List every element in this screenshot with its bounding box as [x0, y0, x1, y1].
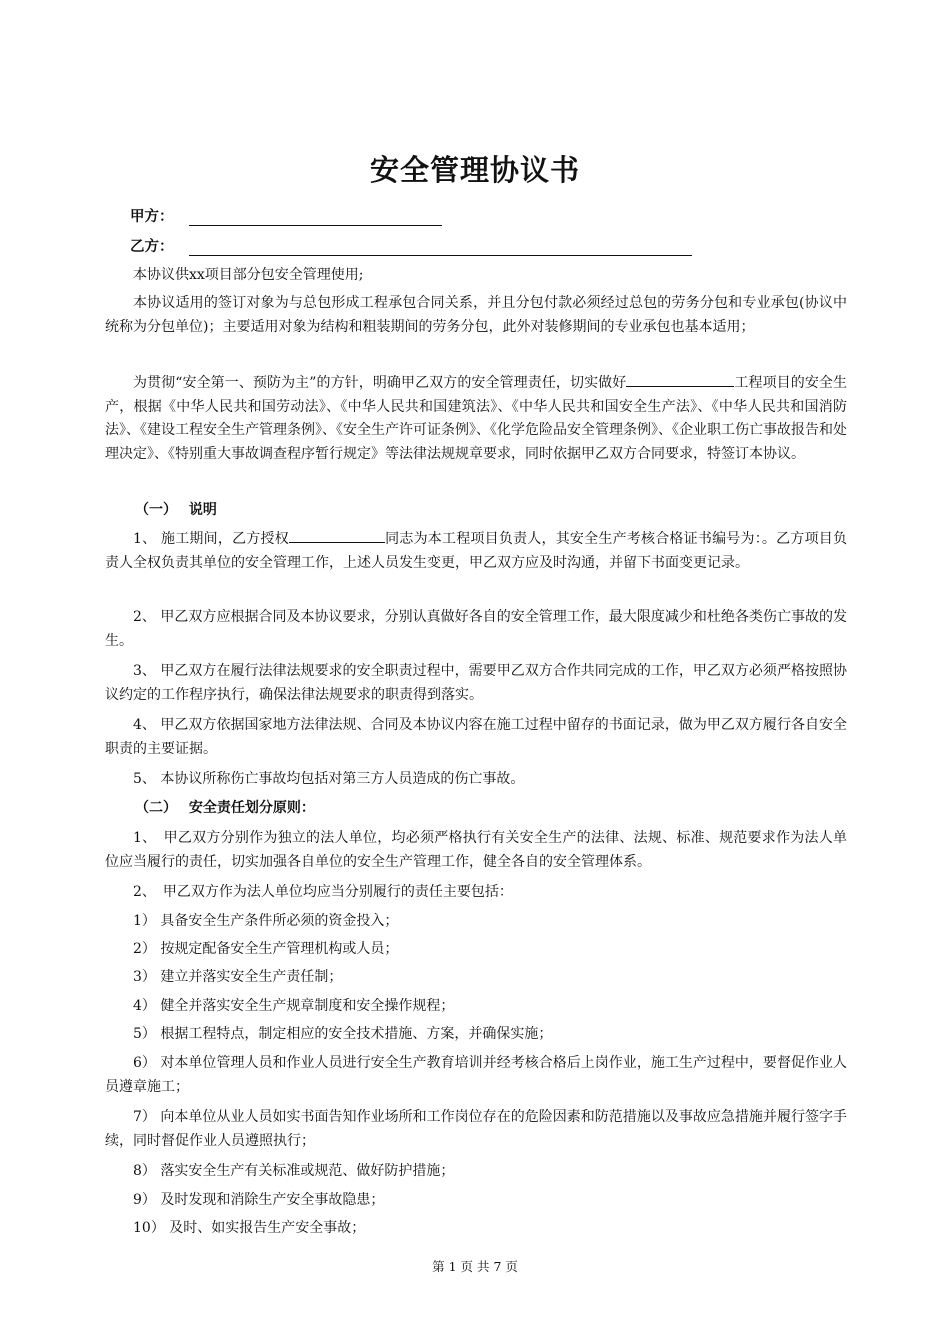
party-b-blank: [189, 255, 692, 256]
section-1-item-1: [105, 527, 847, 575]
party-a-row: [130, 205, 174, 229]
section-2-item-1: 1、 甲乙双方分别作为独立的法人单位，均必须严格执行有关安全生产的法律、法规、标准、规范要求作为法人单位应当履行的责任，切实加强各自单位的安全生产管理工作，健全各自的安全管理体系。: [105, 830, 847, 870]
section-1-item-4: 4、 甲乙双方依据国家地方法律法规、合同及本协议内容在施工过程中留存的书面记录，做为甲乙双方履行各自安全职责的主要证据。: [105, 717, 847, 757]
section-2-item-2: 2、 甲乙双方作为法人单位均应当分别履行的责任主要包括：: [133, 884, 513, 900]
section-2-list-9: 9） 及时发现和消除生产安全事故隐患；: [133, 1192, 385, 1208]
intro-paragraph-1: 本协议供xx项目部分包安全管理使用;: [133, 267, 364, 283]
intro-paragraph-2: 本协议适用的签订对象为与总包形成工程承包合同关系，并且分包付款必须经过总包的劳务分包和专业承包(协议中统称为分包单位)；主要适用对象为结构和粗装期间的劳务分包，此外对装修期间的专业承包也基本适用；: [105, 295, 847, 335]
page-title: 安全管理协议书: [369, 153, 580, 187]
party-a-label: 甲方：: [130, 209, 174, 225]
section-2-list-7: 7） 向本单位从业人员如实书面告知作业场所和工作岗位存在的危险因素和防范措施以及事故应急措施并履行签字手续，同时督促作业人员遵照执行；: [105, 1109, 847, 1149]
project-name-blank: [626, 371, 734, 387]
section-2-list-4: 4） 健全并落实安全生产规章制度和安全操作规程；: [133, 998, 455, 1014]
section-2-list-3: 3） 建立并落实安全生产责任制；: [133, 969, 343, 985]
section-2-list-6: 6） 对本单位管理人员和作业人员进行安全生产教育培训并经考核合格后上岗作业，施工生产过程中，要督促作业人员遵章施工；: [105, 1055, 847, 1095]
section-1-item-1-start: 1、 施工期间，乙方授权: [133, 531, 289, 547]
section-2-list-8: 8） 落实安全生产有关标准或规范、做好防护措施；: [133, 1163, 455, 1179]
section-2-heading: （二） 安全责任划分原则：: [135, 800, 315, 816]
section-1-item-2: 2、 甲乙双方应根据合同及本协议要求，分别认真做好各自的安全管理工作，最大限度减少和杜绝各类伤亡事故的发生。: [105, 609, 847, 649]
section-1-heading: （一） 说明: [135, 502, 217, 518]
section-1-item-5: 5、 本协议所称伤亡事故均包括对第三方人员造成的伤亡事故。: [133, 771, 525, 787]
section-1-item-3: 3、 甲乙双方在履行法律法规要求的安全职责过程中，需要甲乙双方合作共同完成的工作，甲乙双方必须严格按照协议约定的工作程序执行，确保法律法规要求的职责得到落实。: [105, 663, 847, 703]
responsible-person-blank: [289, 527, 385, 543]
section-2-list-1: 1） 具备安全生产条件所必须的资金投入；: [133, 913, 399, 929]
section-1-item-1-rest: 同志为本工程项目负责人，其安全生产考核合格证书编号为：。乙方项目负责人全权负责其单位的安全管理工作，上述人员发生变更，甲乙双方应及时沟通，并留下书面变更记录。: [105, 531, 848, 571]
party-b-row: [130, 235, 174, 259]
section-2-list-10: 10） 及时、如实报告生产安全事故；: [133, 1220, 366, 1236]
section-2-list-2: 2） 按规定配备安全生产管理机构或人员；: [133, 941, 399, 957]
intro-paragraph-3-rest: 工程项目的安全生产，根据《中华人民共和国劳动法》、《中华人民共和国建筑法》、《中华人民共和国安全生产法》、《中华人民共和国消防法》、《建设工程安全生产管理条例》、《安全生产许可证条例》、《化学危险品安全管理条例》、《企业职工伤亡事故报告和处理决定》、《特别重大事故调查程序暂行规定》等法律法规规章要求，同时依据甲乙双方合同要求，特签订本协议。: [105, 375, 848, 462]
page-number-footer: 第 1 页 共 7 页: [432, 1259, 518, 1274]
intro-paragraph-3-start: 为贯彻“安全第一、预防为主”的方针，明确甲乙双方的安全管理责任，切实做好: [133, 375, 627, 391]
section-2-list-5: 5） 根据工程特点，制定相应的安全技术措施、方案，并确保实施；: [133, 1026, 553, 1042]
party-a-blank: [189, 225, 442, 226]
party-b-label: 乙方：: [130, 239, 174, 255]
intro-paragraph-3: [105, 371, 847, 466]
